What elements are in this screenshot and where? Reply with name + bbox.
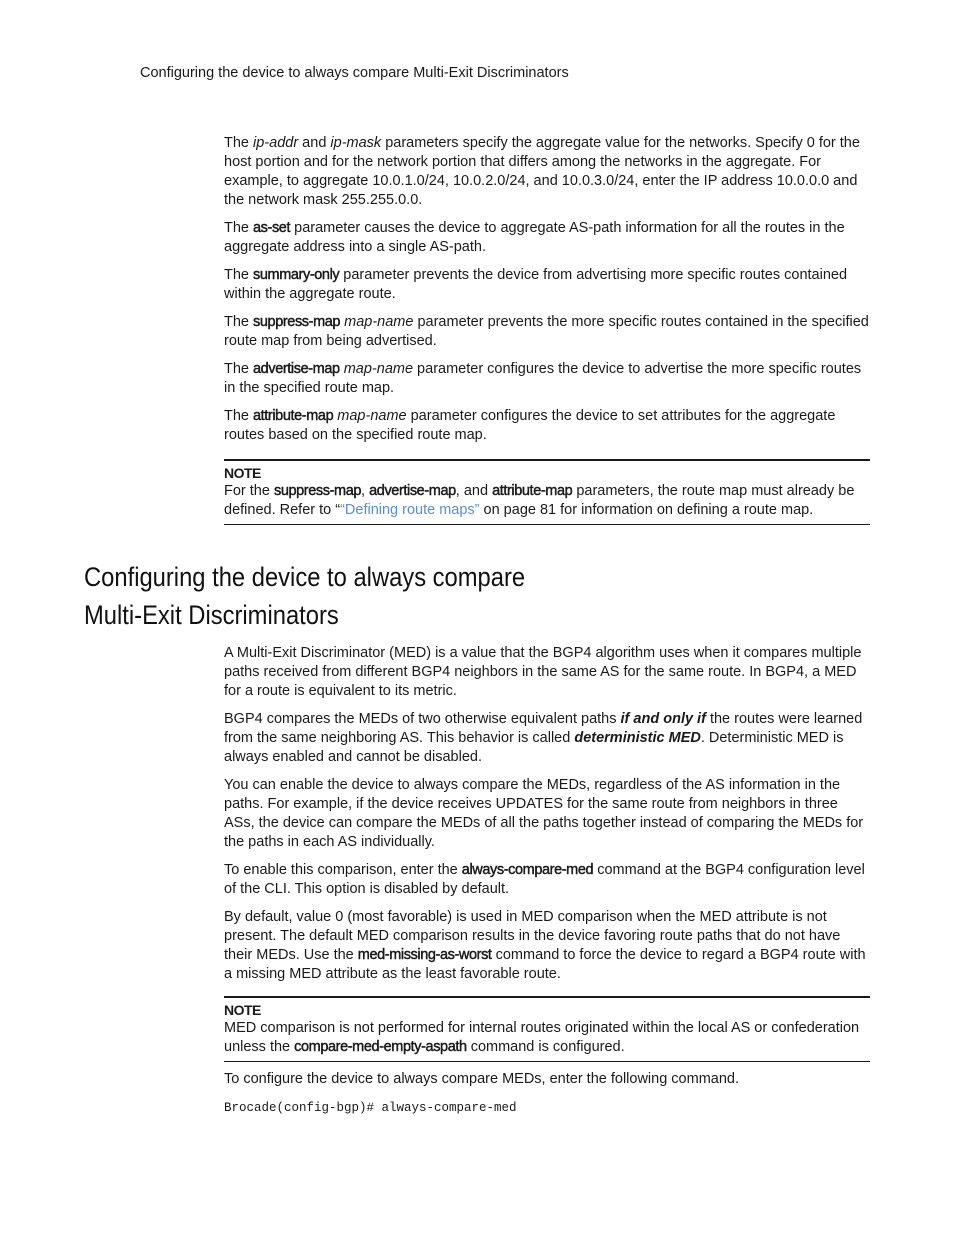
paragraph: The ip-addr and ip-mask parameters specify the aggregate value for the networks. Specify 0 for the host portion and for the network portion that differs among the networks in the aggregate. For example, to aggregate 10.0.1.0/24, 10.0.2.0/24, and 10.0.3.0/24, enter the IP address 10.0.0.0 and the network mask 255.255.0.0. <box>224 135 860 208</box>
paragraph: The advertise-map map-name parameter configures the device to advertise the more specific routes in the specified route map. <box>224 361 862 396</box>
command-keyword: summary-only <box>253 267 340 283</box>
paragraph: The summary-only parameter prevents the device from advertising more specific routes contained within the aggregate route. <box>224 267 848 302</box>
note-box <box>224 996 870 1062</box>
paragraph: By default, value 0 (most favorable) is used in MED comparison when the MED attribute is not present. The default MED comparison results in the device favoring route paths that do not have their MEDs. Use the med-missing-as-worst command to force the device to regard a BGP4 route with a missing MED attribute as the least favorable route. <box>224 909 866 982</box>
note-label: NOTE <box>224 1002 261 1018</box>
paragraph: To configure the device to always compare MEDs, enter the following command. <box>224 1071 739 1087</box>
paragraph: The suppress-map map-name parameter prevents the more specific routes contained in the specified route map from being advertised. <box>224 314 869 349</box>
paragraph: A Multi-Exit Discriminator (MED) is a value that the BGP4 algorithm uses when it compares multiple paths received from different BGP4 neighbors in the same AS for the same route. In BGP4, a MED for a route is equivalent to its metric. <box>224 645 862 699</box>
note-box <box>224 459 870 525</box>
paragraph: The as-set parameter causes the device to aggregate AS-path information for all the routes in the aggregate address into a single AS-path. <box>224 220 845 255</box>
paragraph: The attribute-map map-name parameter configures the device to set attributes for the aggregate routes based on the specified route map. <box>224 408 836 443</box>
command-keyword: advertise-map <box>253 361 340 377</box>
running-header: Configuring the device to always compare Multi-Exit Discriminators <box>140 65 569 81</box>
command-keyword: suppress-map <box>253 314 341 330</box>
intro-section <box>224 134 870 454</box>
command-keyword: med-missing-as-worst <box>357 947 492 963</box>
note-text: For the suppress-map, advertise-map, and attribute-map parameters, the route map must already be defined. Refer to ““Defining route maps” on page 81 for information on defining a route map. <box>224 483 855 518</box>
command-keyword: as-set <box>253 220 291 236</box>
paragraph: You can enable the device to always compare the MEDs, regardless of the AS information in the paths. For example, if the device receives UPDATES for the same route from neighbors in three ASs, the device can compare the MEDs of all the paths together instead of comparing the MEDs for the paths in each AS individually. <box>224 777 864 850</box>
note-text: MED comparison is not performed for internal routes originated within the local AS or confederation unless the compare-med-empty-aspath command is configured. <box>224 1020 860 1055</box>
closing-section <box>224 1070 870 1118</box>
paragraph: BGP4 compares the MEDs of two otherwise equivalent paths if and only if the routes were learned from the same neighboring AS. This behavior is called deterministic MED. Deterministic MED is always enabled and cannot be disabled. <box>224 711 863 765</box>
command-keyword: always-compare-med <box>461 862 594 878</box>
cross-reference-link[interactable]: “Defining route maps” <box>340 502 480 518</box>
body-section <box>224 644 870 993</box>
paragraph: To enable this comparison, enter the always-compare-med command at the BGP4 configuration level of the CLI. This option is disabled by default. <box>224 862 865 897</box>
note-label: NOTE <box>224 465 261 481</box>
code-example: Brocade(config-bgp)# always-compare-med <box>224 1101 517 1115</box>
section-heading: Configuring the device to always compare Multi-Exit Discriminators <box>84 562 526 630</box>
command-keyword: attribute-map <box>253 408 334 424</box>
